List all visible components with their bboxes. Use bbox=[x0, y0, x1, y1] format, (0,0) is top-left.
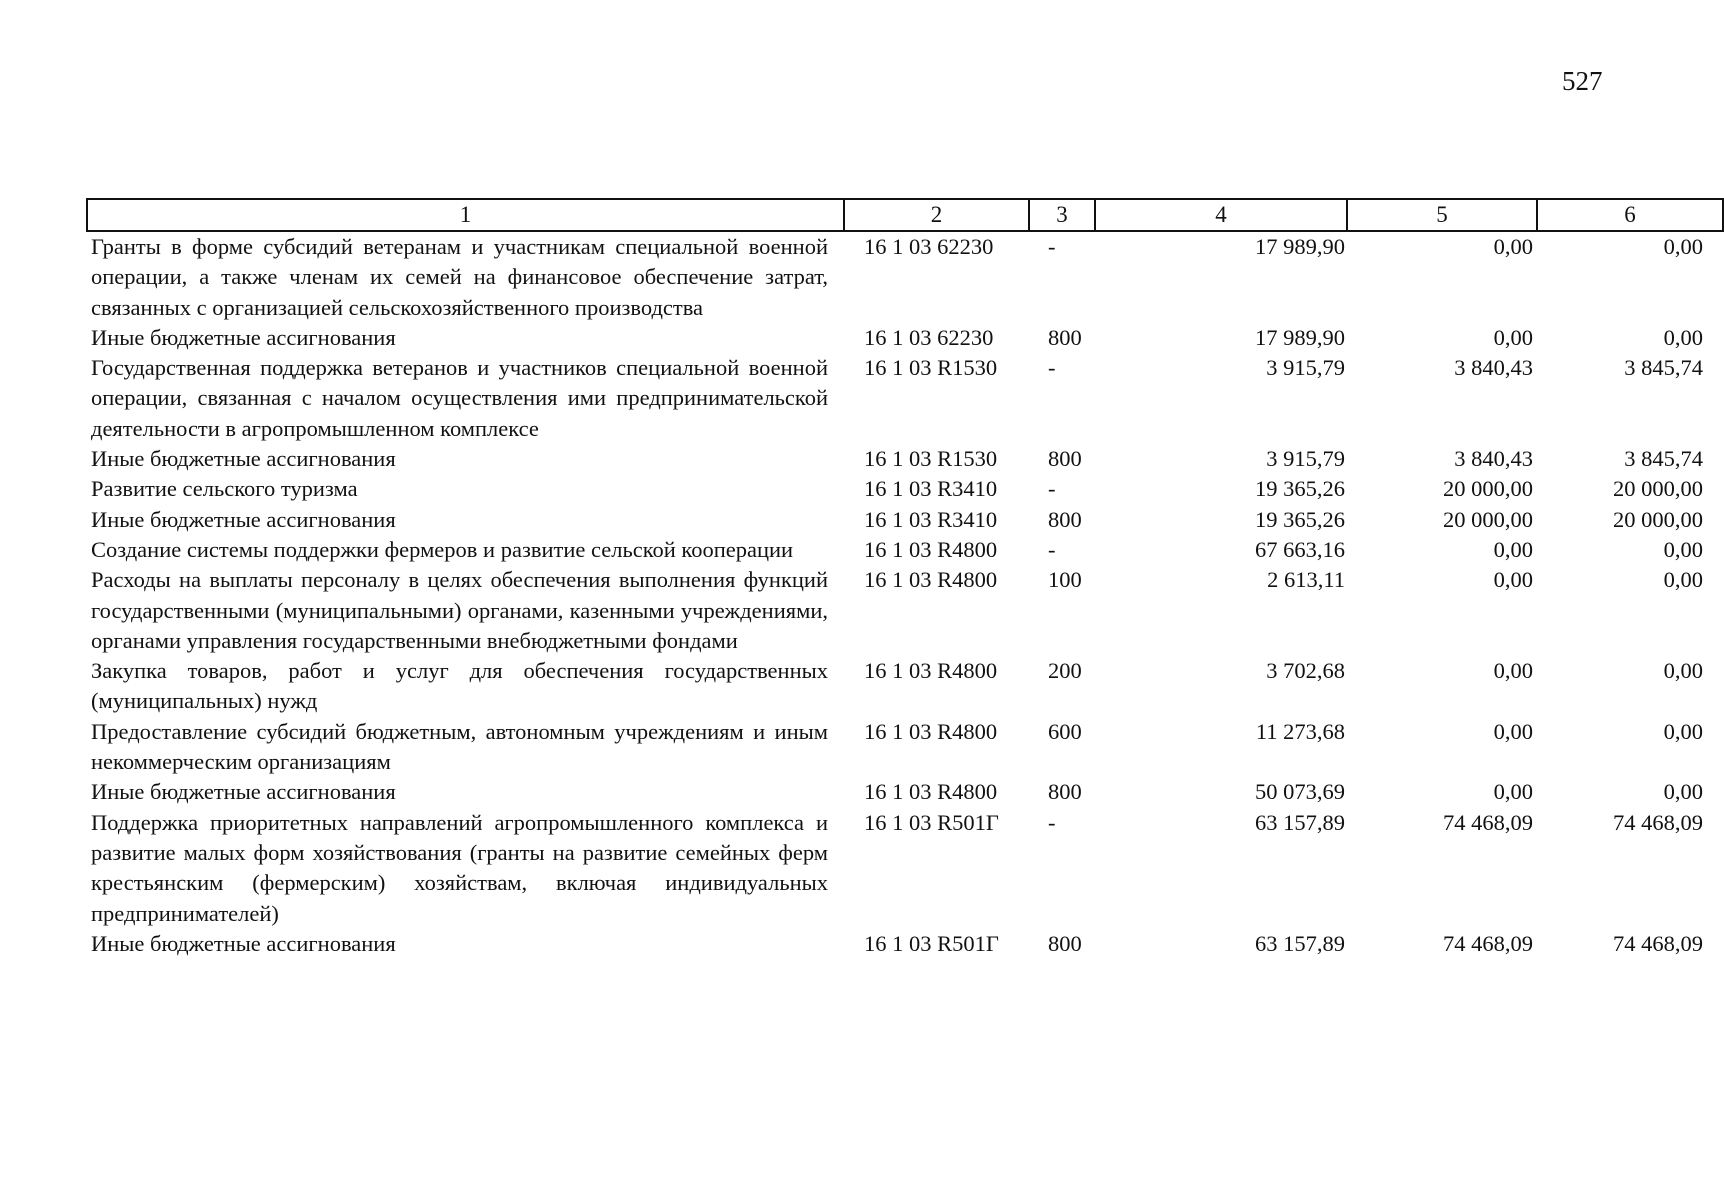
row-name-cell: Иные бюджетные ассигнования bbox=[91, 930, 396, 956]
row-value-1-cell: 19 365,26 bbox=[1255, 506, 1345, 532]
row-code-cell: 16 1 03 R4800 bbox=[864, 779, 998, 805]
table-row bbox=[87, 444, 1723, 474]
row-type-cell: - bbox=[1048, 234, 1056, 259]
row-type-cell: 800 bbox=[1048, 446, 1082, 472]
row-type-cell: - bbox=[1048, 355, 1056, 381]
row-name-cell: Иные бюджетные ассигнования bbox=[91, 324, 396, 350]
row-value-1-cell: 2 613,11 bbox=[1267, 567, 1345, 593]
row-name-cell: Иные бюджетные ассигнования bbox=[91, 446, 396, 472]
column-header-4: 4 bbox=[1095, 199, 1347, 231]
row-name-cell: Поддержка приоритетных направлений агропромышленного комплекса и развитие малых форм хозяйствования (гранты на развитие семейных ферм крестьянским (фермерским) хозяйствам, включая индивидуальных предпринимателей) bbox=[91, 809, 828, 926]
row-code-cell: 16 1 03 R3410 bbox=[864, 476, 998, 502]
row-name-cell: Гранты в форме субсидий ветеранам и участникам специальной военной операции, а также членам их семей на финансовое обеспечение затрат, связанных с организацией сельскохозяйственного производства bbox=[91, 234, 828, 320]
row-value-1-cell: 17 989,90 bbox=[1255, 324, 1345, 350]
row-code-cell: 16 1 03 R3410 bbox=[864, 506, 998, 532]
row-value-3-cell: 20 000,00 bbox=[1613, 476, 1703, 502]
table-body bbox=[87, 231, 1723, 959]
row-name-cell: Государственная поддержка ветеранов и участников специальной военной операции, связанная с началом осуществления ими предпринимательской деятельности в агропромышленном комплексе bbox=[91, 355, 828, 441]
row-code-cell: 16 1 03 R4800 bbox=[864, 658, 998, 684]
row-name-cell: Иные бюджетные ассигнования bbox=[91, 779, 396, 805]
row-value-3-cell: 74 468,09 bbox=[1613, 809, 1703, 835]
row-type-cell: 800 bbox=[1048, 506, 1082, 532]
table-row bbox=[87, 808, 1723, 929]
column-header-1: 1 bbox=[87, 199, 844, 231]
table-row bbox=[87, 535, 1723, 565]
row-type-cell: 100 bbox=[1048, 567, 1082, 593]
row-type-cell: 800 bbox=[1048, 779, 1082, 805]
column-header-5: 5 bbox=[1347, 199, 1537, 231]
row-value-2-cell: 0,00 bbox=[1493, 536, 1533, 562]
row-value-1-cell: 17 989,90 bbox=[1255, 234, 1345, 259]
column-header-2: 2 bbox=[844, 199, 1029, 231]
row-code-cell: 16 1 03 R501Г bbox=[864, 930, 999, 956]
row-value-2-cell: 74 468,09 bbox=[1443, 930, 1533, 956]
row-value-3-cell: 74 468,09 bbox=[1613, 930, 1703, 956]
row-value-3-cell: 0,00 bbox=[1663, 324, 1703, 350]
row-value-1-cell: 3 702,68 bbox=[1266, 658, 1345, 684]
row-value-2-cell: 0,00 bbox=[1493, 567, 1533, 593]
row-value-2-cell: 3 840,43 bbox=[1454, 446, 1533, 472]
row-value-3-cell: 0,00 bbox=[1663, 567, 1703, 593]
row-name-cell: Закупка товаров, работ и услуг для обеспечения государственных (муниципальных) нужд bbox=[91, 658, 828, 714]
row-value-2-cell: 74 468,09 bbox=[1443, 809, 1533, 835]
row-value-1-cell: 3 915,79 bbox=[1266, 355, 1345, 381]
row-value-3-cell: 0,00 bbox=[1663, 658, 1703, 684]
row-code-cell: 16 1 03 R1530 bbox=[864, 355, 998, 381]
row-type-cell: - bbox=[1048, 476, 1056, 502]
row-code-cell: 16 1 03 R501Г bbox=[864, 809, 999, 835]
row-value-2-cell: 3 840,43 bbox=[1454, 355, 1533, 381]
column-header-6: 6 bbox=[1537, 199, 1723, 231]
row-code-cell: 16 1 03 R4800 bbox=[864, 536, 998, 562]
row-value-1-cell: 63 157,89 bbox=[1255, 930, 1345, 956]
row-value-3-cell: 0,00 bbox=[1663, 536, 1703, 562]
row-type-cell: - bbox=[1048, 536, 1056, 562]
row-name-cell: Иные бюджетные ассигнования bbox=[91, 506, 396, 532]
row-value-1-cell: 50 073,69 bbox=[1255, 779, 1345, 805]
row-value-2-cell: 0,00 bbox=[1493, 324, 1533, 350]
row-value-1-cell: 67 663,16 bbox=[1255, 536, 1345, 562]
header-row bbox=[87, 199, 1723, 231]
row-type-cell: - bbox=[1048, 809, 1056, 835]
row-type-cell: 800 bbox=[1048, 324, 1082, 350]
table-row bbox=[87, 323, 1723, 353]
row-value-3-cell: 3 845,74 bbox=[1624, 355, 1703, 381]
table-row bbox=[87, 565, 1723, 656]
row-value-1-cell: 63 157,89 bbox=[1255, 809, 1345, 835]
row-code-cell: 16 1 03 62230 bbox=[864, 234, 994, 259]
row-value-2-cell: 20 000,00 bbox=[1443, 476, 1533, 502]
table-row bbox=[87, 777, 1723, 807]
row-type-cell: 800 bbox=[1048, 930, 1082, 956]
row-value-3-cell: 20 000,00 bbox=[1613, 506, 1703, 532]
row-code-cell: 16 1 03 R1530 bbox=[864, 446, 998, 472]
row-value-2-cell: 0,00 bbox=[1493, 779, 1533, 805]
row-value-2-cell: 0,00 bbox=[1493, 658, 1533, 684]
table-row bbox=[87, 231, 1723, 323]
row-name-cell: Создание системы поддержки фермеров и развитие сельской кооперации bbox=[91, 536, 794, 562]
row-value-3-cell: 0,00 bbox=[1663, 779, 1703, 805]
table-row bbox=[87, 717, 1723, 778]
row-type-cell: 600 bbox=[1048, 718, 1082, 744]
row-name-cell: Предоставление субсидий бюджетным, автономным учреждениям и иным некоммерческим организациям bbox=[91, 718, 828, 775]
table-row bbox=[87, 353, 1723, 444]
row-value-2-cell: 0,00 bbox=[1493, 234, 1533, 259]
budget-table bbox=[86, 198, 1724, 959]
table-row bbox=[87, 474, 1723, 504]
row-type-cell: 200 bbox=[1048, 658, 1082, 684]
row-name-cell: Развитие сельского туризма bbox=[91, 476, 358, 502]
table-row bbox=[87, 656, 1723, 717]
page-number: 527 bbox=[1562, 66, 1603, 96]
row-value-1-cell: 19 365,26 bbox=[1255, 476, 1345, 502]
row-value-2-cell: 0,00 bbox=[1493, 718, 1533, 744]
table-row bbox=[87, 505, 1723, 535]
row-code-cell: 16 1 03 62230 bbox=[864, 324, 994, 350]
row-value-3-cell: 3 845,74 bbox=[1624, 446, 1703, 472]
table-header bbox=[87, 199, 1723, 231]
row-value-1-cell: 3 915,79 bbox=[1266, 446, 1345, 472]
row-name-cell: Расходы на выплаты персоналу в целях обеспечения выполнения функций государственными (муниципальными) органами, казенными учреждениями, органами управления государственными внебюджетными фондами bbox=[91, 567, 828, 653]
column-header-3: 3 bbox=[1029, 199, 1095, 231]
row-value-3-cell: 0,00 bbox=[1663, 234, 1703, 259]
row-code-cell: 16 1 03 R4800 bbox=[864, 567, 998, 593]
row-code-cell: 16 1 03 R4800 bbox=[864, 718, 998, 744]
row-value-1-cell: 11 273,68 bbox=[1255, 718, 1345, 744]
row-value-3-cell: 0,00 bbox=[1663, 718, 1703, 744]
table-row bbox=[87, 929, 1723, 959]
row-value-2-cell: 20 000,00 bbox=[1443, 506, 1533, 532]
